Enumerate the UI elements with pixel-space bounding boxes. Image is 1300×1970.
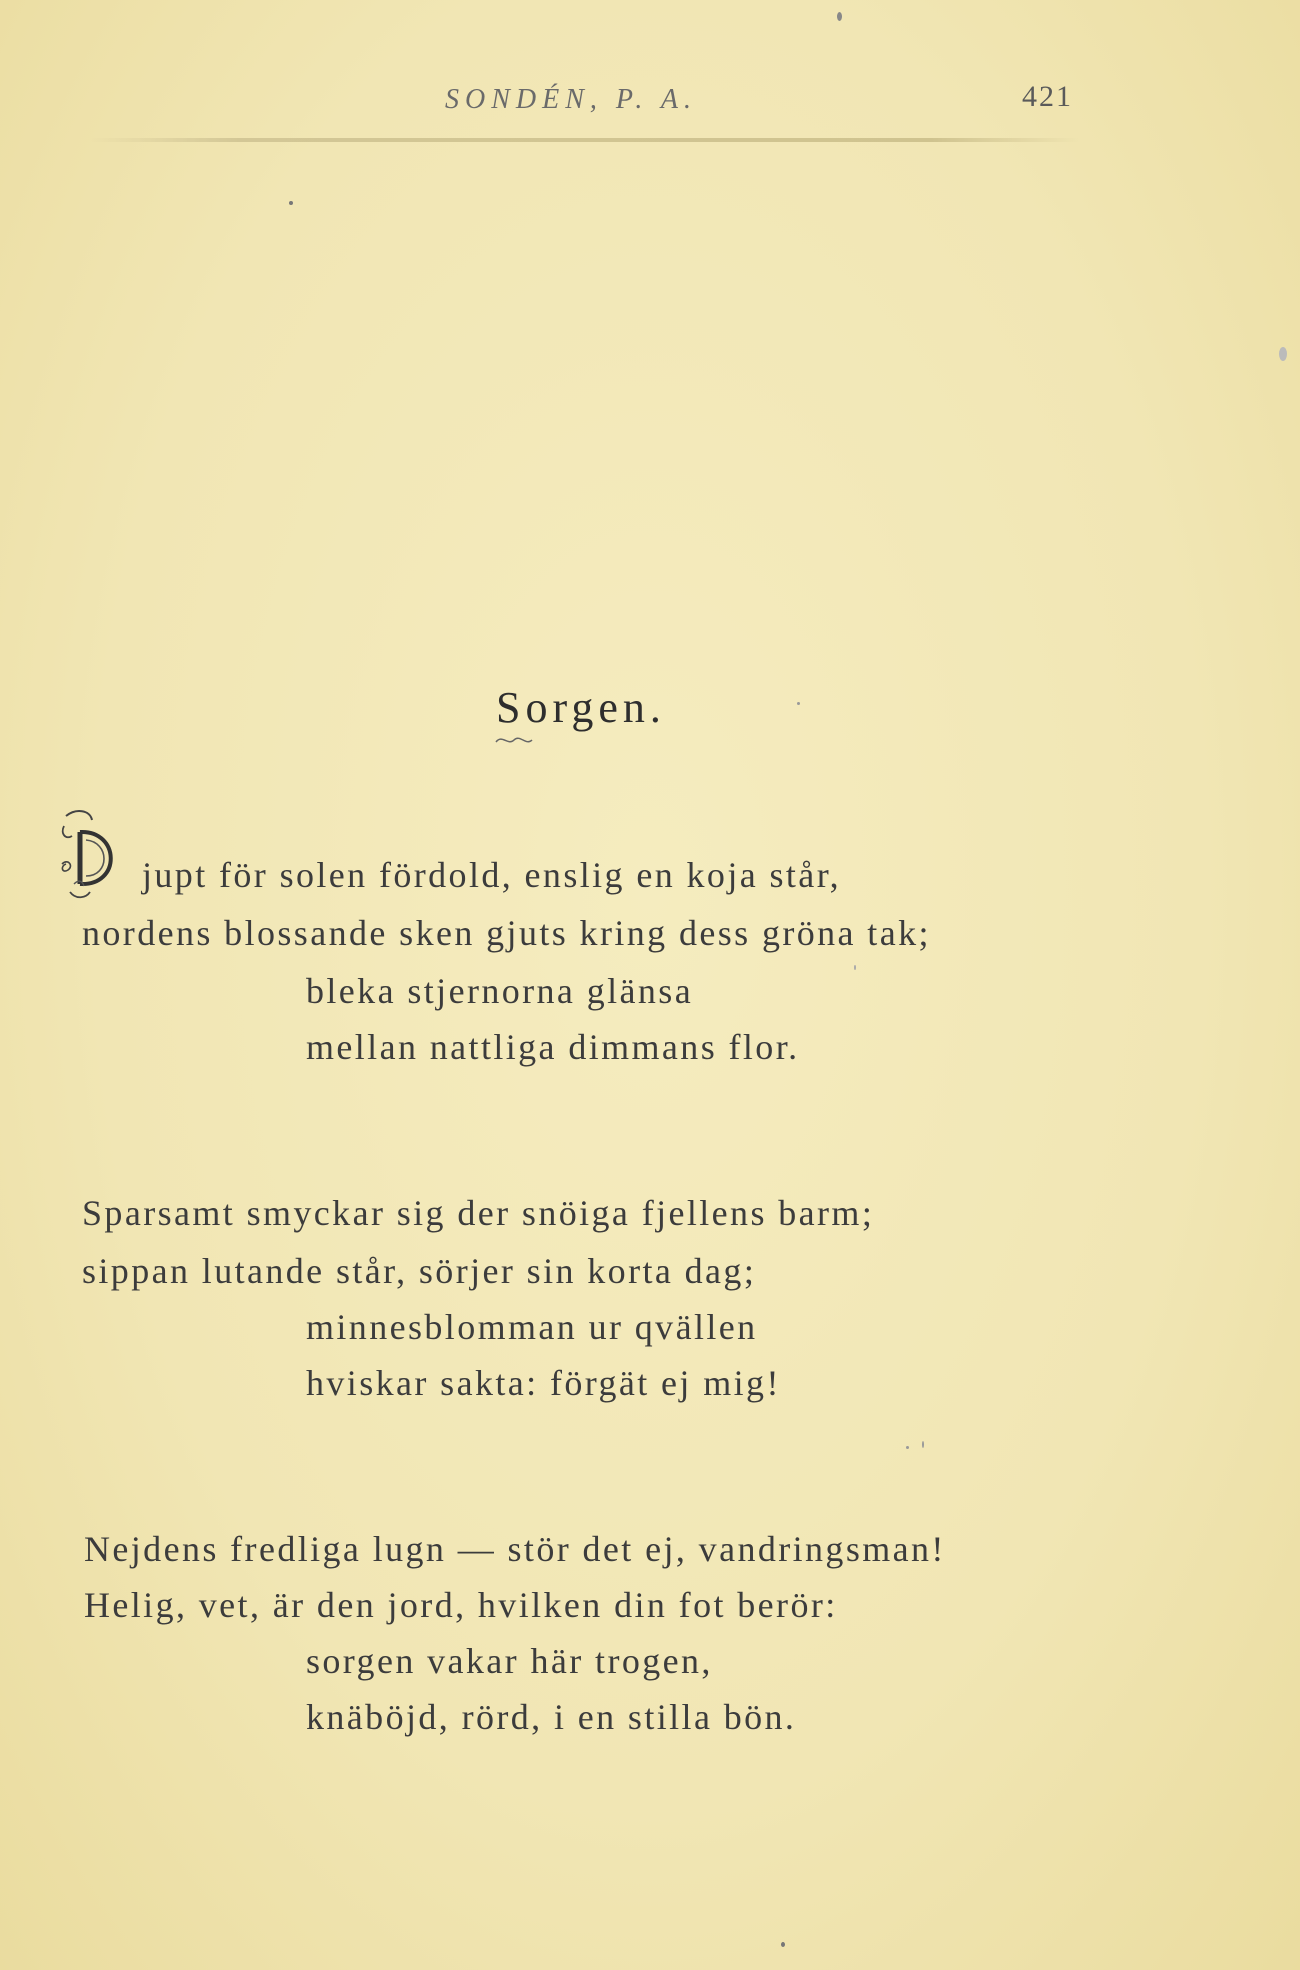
poem-line: minnesblomman ur qvällen: [306, 1307, 758, 1347]
speck: [906, 1446, 909, 1449]
running-head: SONDÉN, P. A.: [445, 84, 697, 115]
poem-line: knäböjd, rörd, i en stilla bön.: [306, 1697, 797, 1737]
poem-line: sippan lutande står, sörjer sin korta dag;: [82, 1251, 757, 1291]
poem-line: mellan nattliga dimmans flor.: [306, 1027, 800, 1067]
speck: [781, 1942, 785, 1947]
poem-line: sorgen vakar här trogen,: [306, 1641, 713, 1681]
title-flourish: [494, 732, 534, 748]
poem-line: bleka stjernorna glänsa: [306, 971, 694, 1011]
poem-line: jupt för solen fördold, enslig en koja står,: [142, 855, 842, 895]
speck: [837, 12, 842, 21]
dropcap-d: [56, 806, 126, 910]
speck: [289, 201, 293, 205]
speck: [797, 702, 800, 705]
page-number: 421: [1022, 80, 1073, 113]
poem-line: nordens blossande sken gjuts kring dess gröna tak;: [82, 913, 931, 953]
poem-line: Nejdens fredliga lugn — stör det ej, vandringsman!: [84, 1529, 946, 1569]
speck: [1279, 347, 1287, 361]
speck: [854, 965, 856, 970]
poem-line: Helig, vet, är den jord, hvilken din fot berör:: [84, 1585, 838, 1625]
poem-line: Sparsamt smyckar sig der snöiga fjellens barm;: [82, 1193, 875, 1233]
poem-line: hviskar sakta: förgät ej mig!: [306, 1363, 781, 1403]
poem-title: Sorgen.: [496, 683, 666, 732]
header-rule: [90, 138, 1080, 142]
speck: [922, 1441, 924, 1448]
